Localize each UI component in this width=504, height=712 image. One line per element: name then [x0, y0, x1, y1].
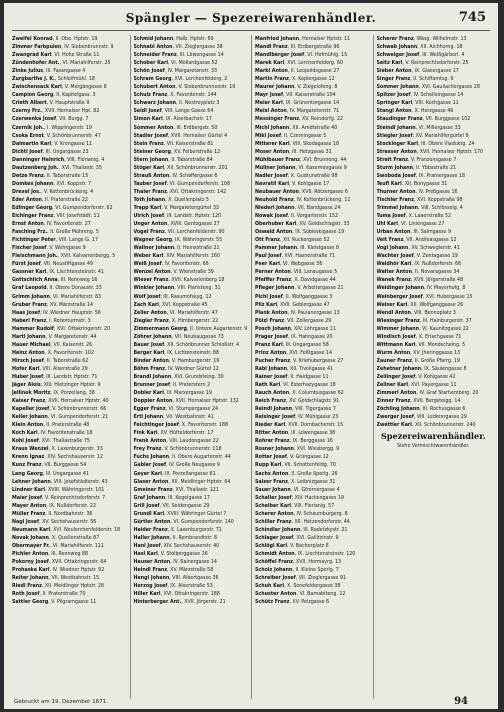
- directory-entry: Trimmel Johann, VIII. Schlösselg. 4: [376, 204, 463, 211]
- directory-entry: Rosner Johann, XVI. Wiesbergg. 9: [255, 446, 340, 453]
- directory-entry: Zündenhofer Ant., VI. Mariahilferstr. 25: [12, 60, 111, 67]
- directory-entry: Klein Anton, II. Praterstraße 48: [12, 422, 90, 429]
- directory-entry: Heinz Anton, X. Favoritenstr. 102: [12, 349, 94, 356]
- signature-number: 94: [454, 696, 468, 707]
- directory-entry: Dobler Karl, III. Marxergasse 19: [133, 390, 212, 397]
- directory-entry: Thurner Anton, IV. Preßgasse 16: [376, 188, 458, 195]
- directory-entry: Schulz Franz, X. Favoritenstr. 144: [133, 92, 217, 99]
- directory-entry: Doppler Anton, XVII. Hernalser Hptstr. 132: [133, 398, 239, 405]
- directory-entry: Koch Karl, IV. Favoritenstraße 18: [12, 430, 93, 437]
- directory-entry: Schütz Franz, XV. Pelzgasse 6: [255, 599, 330, 606]
- directory-entry: Schwarz Johann, II. Nestroyplatz 3: [133, 100, 220, 107]
- directory-entry: Tischler Franz, XVI. Koppstraße 98: [376, 196, 463, 203]
- directory-entry: Pichl Josef, II. Wolfganggasse 3: [255, 293, 333, 300]
- directory-entry: Gottschlich Anna, III. Rennweg 16: [12, 277, 98, 284]
- print-date: Gebruckt am 19. Dezember 1871.: [14, 699, 108, 705]
- directory-entry: Schram Georg, XVI. Lerchenfelderg. 2: [133, 76, 228, 83]
- directory-entry: Zwangrad Karl, VI. Hohe Straße 11: [12, 52, 100, 59]
- directory-entry: Zwerger Josef, VIII. Lederergasse 29: [376, 414, 467, 421]
- directory-entry: Hasl Karl, V. Stolberggasse 26: [133, 551, 208, 557]
- page-number: 745: [458, 10, 486, 25]
- directory-entry: Mayer Anton, IX. Nußdorferstr. 22: [12, 502, 96, 509]
- directory-entry: Gruber Franz, XV. Märzstraße 14: [12, 301, 94, 308]
- directory-entry: Schmidt Anton, IX. Liechtensteinstr. 120: [255, 551, 356, 557]
- directory-entry: Wagner Georg, IX. Währingerstr. 55: [133, 237, 223, 244]
- directory-entry: Toth Johann, X. Quellenplatz 5: [133, 196, 209, 203]
- directory-entry: Mandl Franz, III. Erdbergstraße 96: [255, 44, 340, 51]
- directory-entry: Campion Georg, II. Kapitelgass. 3: [12, 92, 96, 99]
- directory-entry: Roth Josef, II. Praterstraße 70: [12, 591, 86, 598]
- directory-entry: Zauner Franz, II. Große Pfarrg. 19: [376, 357, 460, 364]
- directory-entry: Fischer Josef, V. Wehrgasse 9: [12, 245, 86, 252]
- directory-entry: Pölzl Franz, VII. Zollergasse 29: [255, 317, 332, 324]
- directory-entry: Mandlberger Josef, VI. Hofmühlg. 15: [255, 52, 348, 59]
- directory-entry: Hirsch Josef, II. Taborstraße 62: [12, 357, 89, 364]
- directory-entry: Urban Anton, III. Salmgasse 9: [376, 229, 452, 236]
- directory-entry: Feichtinger Josef, X. Favoritenstr. 188: [133, 422, 229, 429]
- directory-entry: Pilz Karl, XVII. Geblergasse 47: [255, 301, 330, 308]
- directory-entry: Domkes Johann, XVI. Koppstr. 7: [12, 180, 92, 187]
- directory-entry: Hammer Rudolf, XVI. Ottakringerstr. 20: [12, 325, 111, 332]
- directory-page: [4, 3, 498, 709]
- directory-entry: Prohaska Karl, IV. Wiedner Hptstr. 92: [12, 567, 105, 574]
- directory-entry: Edlinger Georg, VI. Gumpendorferstr. 62: [12, 204, 113, 211]
- directory-entry: Czerwenka Josef, VII. Burgg. 7: [12, 116, 89, 123]
- directory-entry: Wendl Anton, VIII. Bennoplatz 3: [376, 309, 456, 316]
- directory-entry: Hiller Karl, XVI. Ottakringerstr. 188: [133, 591, 220, 598]
- directory-entry: Weber Karl, XIV. Mariahilferstr. 160: [133, 253, 221, 260]
- directory-entry: Haller Johann, II. Rembrandtstr. 8: [133, 534, 217, 541]
- directory-entry: Pokorny Josef, XVII. Ottakringerstr. 64: [12, 559, 107, 566]
- directory-entry: Oberhuber Karl, XV. Goldschlagstr. 33: [255, 221, 350, 228]
- directory-entry: Markl Anton, II. Leopoldsgasse 27: [255, 68, 340, 75]
- directory-entry: Nagl Josef, XV. Sechshauserstr. 56: [12, 518, 97, 525]
- directory-entry: Krenn Ignaz, XIV. Sechshauserstr. 12: [12, 454, 103, 461]
- section-heading: Spezereiwarenhändler.: [380, 431, 486, 442]
- directory-entry: Schubert Anton, V. Siebenbrunnenstr. 19: [133, 84, 236, 91]
- directory-entry: Meier Karl, IX. Grünentorgasse 14: [255, 100, 340, 107]
- directory-entry: Schindler Johann, III. Radetzkystr. 21: [255, 526, 348, 533]
- directory-entry: Pucher Franz, V. Kriehubergasse 27: [255, 357, 344, 364]
- directory-entry: Brunner Josef, II. Praterstern 2: [133, 382, 211, 389]
- directory-entry: Steiner Georg, XV. Felberstraße 12: [133, 148, 221, 155]
- directory-entry: Zimmermann Georg, II. Untere Augartenstr. 9: [133, 325, 247, 332]
- directory-entry: Obermayer Fr., VI. Mariahilferstr. 111: [12, 542, 104, 549]
- directory-entry: Walter Anton, II. Novaragasse 34: [376, 269, 460, 276]
- directory-entry: Nadler Josef, X. Gudrunstraße 98: [255, 172, 338, 179]
- directory-entry: Schweiger Josef, III. Weißgärberl. 4: [376, 52, 465, 59]
- directory-entry: Huber Josef, III. Landstr. Hptstr. 71: [12, 373, 98, 380]
- directory-entry: Winkler Johann, VIII. Piaristeng. 31: [133, 285, 221, 292]
- directory-entry: Meisl Anton, IV. Margaretenstr. 71: [255, 108, 340, 115]
- directory-entry: Fasching Frz., II. Große Mohreng. 5: [12, 229, 99, 236]
- directory-entry: Böhm Franz, IV. Wiedner Gürtel 12: [133, 365, 219, 372]
- directory-entry: Kunz Franz, VII. Burggasse 54: [12, 462, 87, 469]
- directory-entry: Weinberger Josef, XVI. Hubergasse 15: [376, 293, 473, 300]
- directory-entry: Schmid Johann, Halb. Hptstr. 69: [133, 36, 214, 42]
- directory-entry: Rohrer Franz, IX. Berggasse 16: [255, 438, 333, 445]
- directory-entry: Schneider Franz, III. Löwengasse 14: [133, 52, 224, 59]
- directory-entry: Gürtler Anton, VI. Gumpendorferstr. 140: [133, 518, 234, 525]
- directory-entry: Neumann Karl, XVI. Neulerchenfelderstr. 18: [12, 526, 121, 533]
- directory-entry: Strasser Anton, XVII. Hernalser Hptstr. 170: [376, 148, 484, 155]
- directory-entry: Fuchs Johann, II. Obere Augartenstr. 44: [133, 454, 231, 461]
- directory-entry: Jellinek Moritz, IX. Porzellang. 38: [12, 390, 95, 397]
- directory-entry: Rainer Josef, II. Haidgasse 11: [255, 373, 329, 380]
- directory-entry: Lindner Karl, XVIII. Währingerstr. 101: [12, 486, 105, 493]
- directory-entry: Kapeller Josef, V. Schönbrunnerstr. 66: [12, 406, 107, 413]
- directory-entry: Swoboda Josef, IX. Pramergasse 18: [376, 172, 466, 179]
- directory-entry: Wachter Josef, V. Zentagasse 19: [376, 253, 458, 260]
- directory-entry: Zellner Karl, XVI. Payergasse 11: [376, 382, 457, 389]
- directory-entry: Zinner Franz, XVII. Bergsteigg. 14: [376, 398, 461, 405]
- directory-entry: Wanek Franz, XVII. Jörgerstraße 48: [376, 277, 464, 284]
- directory-entry: Perner Anton, VIII. Lenaugasse 5: [255, 269, 338, 276]
- directory-entry: Wenzel Anton, V. Wienstraße 39: [133, 269, 214, 276]
- directory-entry: Niederl Johann, VII. Bandgasse 24: [255, 204, 341, 211]
- directory-entry: Crieth Albert, V. Hauptstraße 9: [12, 100, 90, 107]
- directory-entry: Scherer Anton, IV. Schaumburgerg. 8: [255, 510, 348, 517]
- directory-entry: Tauber Josef, VI. Gumpendorferstr. 108: [133, 180, 230, 187]
- directory-entry: Tuma Josef, X. Laaerstraße 52: [376, 213, 452, 220]
- column-1: [12, 35, 126, 699]
- directory-entry: Scholz Johann, II. Kleine Sperlg. 7: [255, 567, 339, 574]
- directory-entry: Hinterberger Ant., XVII. Jörgerstr. 21: [133, 599, 226, 606]
- directory-entry: Messinger Franz, XV. Reindorfg. 22: [255, 116, 343, 123]
- directory-entry: Grill Josef, VII. Seidengasse 29: [133, 502, 210, 509]
- directory-entry: Scheiber Karl, VIII. Florianig. 57: [255, 502, 335, 509]
- directory-entry: Danninger Heinrich, VIII. Florianig. 4: [12, 156, 105, 163]
- directory-entry: Thaler Franz, XVI. Ottakringerstr. 142: [133, 188, 227, 195]
- directory-entry: Lang Georg, III. Ungargasse 41: [12, 470, 89, 477]
- directory-entry: Maier Josef, V. Reinprechtsdorferstr. 7: [12, 494, 106, 501]
- directory-entry: Zeller Anton, VI. Mariahilferstr. 47: [133, 309, 218, 316]
- directory-entry: Mikl Josef, II. Czerningasse 5: [255, 132, 327, 139]
- columns: [12, 35, 490, 699]
- directory-entry: Seidl Josef, VIII. Lange Gasse 64: [133, 108, 214, 115]
- directory-entry: Reich Franz, XV. Goldschlagstr. 91: [255, 398, 340, 405]
- directory-entry: Fichtinger Peter, VIII. Lange G. 17: [12, 237, 99, 244]
- directory-entry: Strauß Anton, IV. Schäffergasse 6: [133, 172, 218, 179]
- column-4: [373, 35, 491, 699]
- directory-entry: Sturm Johann, II. Ybbsstraße 21: [376, 164, 457, 171]
- directory-entry: Singer Franz, II. Schiffamtsg. 9: [376, 76, 454, 83]
- directory-entry: Zinke Julius, III. Fasangasse 4: [12, 68, 86, 75]
- directory-entry: Egger Franz, VI. Stumpergasse 24: [133, 406, 219, 413]
- column-2: [130, 35, 248, 699]
- directory-entry: Prager Josef, IX. Hahngasse 20: [255, 333, 333, 340]
- directory-entry: Detze Franz, II. Taborstraße 15: [12, 172, 89, 179]
- directory-entry: Zweifel Konrad, II. Obe. Hptstr. 19: [12, 36, 98, 42]
- directory-entry: Schuh Karl, X. Senefeldergasse 38: [255, 583, 341, 590]
- directory-entry: Müller Franz, II. Nordbahnstr. 36: [12, 510, 93, 517]
- directory-entry: Stern Johann, II. Taborstraße 84: [133, 156, 213, 163]
- directory-entry: Sauer Johann, VI. Gfrornergasse 4: [255, 486, 340, 493]
- directory-entry: Graf Johann, III. Kegelgasse 17: [133, 494, 210, 501]
- directory-entry: Zimmerl Anton, IV. Graf Starhemberg. 20: [376, 390, 479, 397]
- directory-entry: Teufl Karl, XII. Bonygasse 31: [376, 180, 448, 187]
- column-4-list: [377, 35, 491, 429]
- directory-entry: Pfeiffer Franz, X. Davidgasse 44: [255, 277, 336, 284]
- directory-entry: Drexel Jos., V. Kettenbrückeng. 4: [12, 188, 94, 195]
- directory-entry: Windisch Josef, X. Erlachgasse 71: [376, 333, 462, 340]
- directory-entry: Frank Anton, VIII. Laudongasse 22: [133, 438, 219, 445]
- directory-entry: Graf Leopold, II. Obere Donaustr. 33: [12, 285, 102, 292]
- directory-entry: Staudinger Franz, VII. Burggasse 102: [376, 116, 471, 123]
- page-title: Spängler — Spezereiwarenhändler.: [125, 11, 377, 25]
- directory-entry: Schwab Johann, XII. Aichhorng. 18: [376, 44, 463, 51]
- directory-entry: Fink Karl, XV. Hütteldorferstr. 17: [133, 430, 214, 437]
- directory-entry: Ernst Anton, IV. Favoritenstr. 27: [12, 221, 91, 228]
- directory-entry: Zehetner Johann, IX. Säulengasse 8: [376, 365, 467, 372]
- directory-entry: Kraus Wenzel, X. Laxenburgerstr. 33: [12, 446, 103, 453]
- directory-entry: Weiß Josef, IV. Favoritenstr. 66: [133, 261, 209, 268]
- directory-entry: Unger Anton, XVIII. Gentzgasse 27: [133, 221, 220, 228]
- directory-entry: Stiegler Josef, XV. Mariahilfergürtel 9: [376, 132, 469, 139]
- directory-entry: Dalmartin Karl, V. Krongasse 11: [12, 140, 93, 147]
- directory-entry: Prinz Anton, XVI. Feßtgasse 14: [255, 349, 332, 356]
- directory-entry: Ott Franz, XII. Ruckergasse 52: [255, 237, 330, 244]
- directory-entry: Pranz Karl, III. Ungargasse 58: [255, 341, 329, 348]
- directory-entry: Hartl Johann, V. Margaretenstr. 44: [12, 333, 97, 340]
- directory-entry: Steindl Johann, VI. Millergasse 33: [376, 124, 461, 131]
- directory-entry: Posch Johann, XIV. Löhrgasse 11: [255, 325, 336, 332]
- directory-entry: Rotter Josef, V. Grüngasse 12: [255, 454, 329, 461]
- directory-entry: Hofer Karl, VIII. Alserstraße 29: [12, 365, 88, 372]
- directory-entry: Brandl Johann, XVI. Grundsteing. 30: [133, 373, 224, 380]
- directory-entry: Dichtl Josef, III. Ungargasse 23: [12, 148, 89, 155]
- directory-entry: Pfleger Johann, V. Arbeitergasse 21: [255, 285, 344, 292]
- directory-entry: Streit Franz, V. Franzensgasse 7: [376, 156, 457, 163]
- directory-entry: Grimm Johann, VI. Mariahilferstr. 83: [12, 293, 102, 300]
- directory-entry: Spitzer Josef, IV. Schelleingasse 14: [376, 92, 464, 99]
- directory-entry: Scherer Franz, Wäsg. Wilhelmstr. 13: [376, 36, 467, 42]
- directory-entry: Gabler Josef, IV. Große Neugasse 9: [133, 462, 220, 469]
- directory-entry: Zöchling Johann, III. Rochusgasse 6: [376, 406, 466, 413]
- directory-entry: Eder Anton, II. Praterstraße 22: [12, 196, 88, 203]
- directory-entry: Mitterer Karl, VIII. Skodagasse 18: [255, 140, 340, 147]
- directory-entry: Müllner Johann, VI. Kasernengasse 9: [255, 164, 347, 171]
- column-3: [251, 35, 369, 699]
- directory-entry: Czerny Frz., XVII. Hernalser Hpt. 82: [12, 108, 100, 115]
- directory-entry: Zwettler Karl, XII. Schönbrunnerstr. 240: [376, 422, 476, 429]
- directory-entry: Frey Franz, V. Schönbrunnerstr. 118: [133, 446, 222, 453]
- directory-entry: Herzog Josef, IX. Alserstraße 53: [133, 583, 213, 590]
- directory-entry: Glaser Anton, XII. Meidlinger Hptstr. 64: [133, 478, 231, 485]
- directory-entry: Ertl Johann, VII. Westbahnstr. 41: [133, 414, 214, 421]
- directory-entry: Zwischensack Karl, V. Morgängasse 8: [12, 84, 107, 91]
- directory-entry: Springer Karl, VIII. Kochgasse 11: [376, 100, 459, 107]
- directory-entry: Peer Karl, VI. Webgasse 36: [255, 261, 323, 268]
- directory-entry: Rath Karl, VI. Esterhazygasse 18: [255, 382, 336, 389]
- directory-entry: Moser Anton, III. Hetzgasse 31: [255, 148, 332, 155]
- directory-entry: Sattler Georg, V. Pilgramgasse 11: [12, 599, 97, 606]
- directory-entry: Zach Karl, XVI. Koppstraße 45: [133, 301, 208, 308]
- directory-entry: Stadler Josef, XVII. Hernalser Gürtel 4: [133, 132, 228, 139]
- directory-entry: Navratil Karl, V. Kohlgasse 17: [255, 180, 330, 187]
- directory-entry: Hauser Anton, IV. Rainergasse 14: [133, 559, 217, 566]
- directory-entry: Keller Johann, VI. Gumpendorferstr. 21: [12, 414, 109, 421]
- directory-entry: Grundl Karl, XVIII. Währinger Gürtel 7: [133, 510, 227, 517]
- directory-entry: Gassner Karl, IX. Liechtensteinstr. 41: [12, 269, 104, 276]
- directory-entry: Stöger Karl, XII. Schönbrunnerstr. 201: [133, 164, 228, 171]
- directory-entry: Reindl Johann, VIII. Tigergasse 7: [255, 406, 336, 413]
- directory-entry: Marek Karl, XVI. Lerchenfelderg. 60: [255, 60, 344, 67]
- directory-entry: Gmeiner Franz, XVI. Thaliastr. 121: [133, 486, 219, 493]
- directory-entry: Zöhrer Johann, VII. Neubaugasse 73: [133, 333, 224, 340]
- directory-entry: Czernik Joh., I. Wipplingerstr. 19: [12, 124, 92, 131]
- directory-entry: Neuhold Franz, IV. Kettenbrückeng. 11: [255, 196, 351, 203]
- directory-entry: Fürst Josef, VII. Neustiftgasse 49: [12, 261, 93, 268]
- directory-entry: Wolf Josef, III. Rasumofskyg. 12: [133, 293, 212, 300]
- directory-entry: Zeilinger Josef, V. Kohlgasse 42: [376, 373, 456, 380]
- directory-entry: Maurer Johann, V. Ziegelofeng. 8: [255, 84, 338, 91]
- directory-entry: Hengl Johann, VIII. Albertgasse 36: [133, 575, 219, 582]
- directory-entry: Jäger Alois, XIII. Hietzinger Hptstr. 9: [12, 382, 101, 389]
- directory-entry: Kohl Josef, XVI. Thaliastraße 75: [12, 438, 90, 445]
- directory-entry: Haas Josef, IV. Wiedner Hauptstr. 56: [12, 309, 101, 316]
- directory-entry: Ulrich Josef, III. Landstr. Hptstr. 120: [133, 213, 222, 220]
- directory-entry: Michl Johann, XII. Arndtstraße 40: [255, 124, 338, 131]
- directory-entry: Manfried Johann, Hernalser Hptstr. 11: [255, 36, 351, 42]
- page-header: [4, 3, 498, 29]
- directory-entry: Schön Josef, IV. Margaretenstr. 33: [133, 68, 218, 75]
- directory-entry: Lehner Johann, VIII. Josefstädterstr. 43: [12, 478, 108, 485]
- directory-entry: Bauer Josef, XII. Schönbrunner Schloßstr. 4: [133, 341, 240, 348]
- header-rule: [12, 30, 490, 31]
- directory-entry: Rupp Karl, VII. Schottenfeldg. 70: [255, 462, 336, 469]
- directory-entry: Veit Franz, VII. Andreasgasse 12: [376, 237, 457, 244]
- directory-entry: Martin Franz, X. Keplergasse 12: [255, 76, 335, 83]
- directory-entry: Salzer Franz, X. Leibnizgasse 31: [255, 478, 336, 485]
- directory-entry: Haberl Franz, I. Rotenturmstr. 3: [12, 317, 91, 324]
- directory-entry: Zimmer Farbpulen, IV. Siebenbrunnstr. 9: [12, 44, 114, 51]
- directory-entry: Stangl Anton, X. Herzgasse 46: [376, 108, 454, 115]
- directory-entry: Pichler Anton, III. Rennweg 88: [12, 551, 88, 557]
- directory-entry: Mayr Josef, VII. Kaiserstraße 104: [255, 92, 336, 99]
- directory-entry: Kaiser Franz, XVII. Hernalser Hptstr. 40: [12, 398, 109, 405]
- directory-entry: Sommer Johann, XVI. Gaullachergasse 28: [376, 84, 480, 91]
- directory-entry: Hanl Josef, XIV. Sechshauserstr. 40: [133, 542, 220, 549]
- directory-entry: Rauch Anton, X. Columbusgasse 62: [255, 390, 344, 397]
- directory-entry: Seitz Karl, V. Reinprechtsdorferstr. 25: [376, 60, 469, 67]
- directory-entry: Schlager Josef, XVI. Gallitzinstr. 9: [255, 534, 339, 541]
- directory-entry: Nowak Josef, II. Vorgartenstr. 152: [255, 213, 339, 220]
- directory-entry: Sommer Anton, III. Erdbergstr. 50: [133, 124, 218, 131]
- directory-entry: Oswald Anton, IX. Sobieskigasse 19: [255, 229, 345, 236]
- directory-entry: Eichinger Franz, VIII. Josefstädt. 11: [12, 213, 100, 220]
- directory-entry: Fleischmann Joh., XVII. Kalvarienbergg. 5: [12, 253, 116, 260]
- directory-entry: Uhl Karl, VI. Liniengasse 27: [376, 221, 445, 228]
- directory-entry: Wimmer Johann, VI. Kaunitzgasse 22: [376, 325, 469, 332]
- directory-entry: Vogl Johann, XV. Schweglerstr. 41: [376, 245, 460, 252]
- section-subheading: Siehe Vermischtwarenhändler.: [397, 443, 470, 450]
- directory-entry: Sieber Anton, IX. Glasergasse 17: [376, 68, 459, 75]
- directory-entry: Novak Johann, X. Quellenstraße 87: [12, 534, 100, 541]
- directory-entry: Weidinger Johann, IV. Mayerhofg. 8: [376, 285, 466, 292]
- directory-entry: Reisinger Josef, IV. Mühlgasse 23: [255, 414, 339, 421]
- directory-entry: Dautzenberg Joh., XVI. Thaliastr. 35: [12, 164, 102, 171]
- directory-entry: Schnabl Anton, VII. Zieglergasse 38: [133, 44, 223, 51]
- directory-entry: Berger Karl, IX. Lichtensteinstr. 88: [133, 349, 219, 356]
- directory-entry: Wurm Anton, XV. Jheringgasse 13: [376, 349, 461, 356]
- directory-entry: Heindl Franz, XV. Märzstraße 58: [133, 567, 214, 574]
- directory-entry: Reiter Johann, VII. Westbahnstr. 15: [12, 575, 100, 582]
- directory-entry: Schiller Franz, XII. Hetzendorferstr. 44: [255, 518, 350, 525]
- directory-entry: Vogel Franz, VII. Lerchenfelderstr. 90: [133, 229, 225, 236]
- directory-entry: Geyer Karl, IX. Porzellangasse 61: [133, 470, 216, 477]
- directory-entry: Weiser Karl, XII. Wolfganggasse 26: [376, 301, 464, 308]
- directory-entry: Trapp Karl, V. Margaretengürtel 33: [133, 204, 219, 211]
- directory-entry: Schaller Josef, XIV. Hackengasse 19: [255, 494, 344, 501]
- directory-entry: Schöffel Franz, XVII. Hormayrg. 13: [255, 559, 342, 566]
- directory-entry: Pammer Johann, III. Kleistgasse 8: [255, 245, 339, 252]
- directory-entry: Paul Josef, XVI. Hasnerstraße 71: [255, 253, 336, 260]
- directory-entry: Binder Anton, V. Hamburgerstr. 16: [133, 357, 220, 364]
- directory-entry: Wittmann Karl, VII. Mondscheing. 5: [376, 341, 466, 348]
- directory-entry: Simon Karl, IX. Alserbachstr. 17: [133, 116, 212, 123]
- directory-entry: Wieser Franz, XVII. Kalvarienberg 18: [133, 277, 225, 284]
- directory-entry: Schlögl Karl, V. Bacherplatz 6: [255, 542, 329, 549]
- directory-entry: Riedl Franz, XII. Meidlinger Hptstr. 28: [12, 583, 104, 590]
- directory-entry: Neubauer Anton, XVII. Rötzergasse 6: [255, 188, 348, 195]
- directory-entry: Mühlbauer Franz, XVI. Brunneng. 44: [255, 156, 347, 163]
- directory-entry: Wallner Johann, II. Heinestraße 21: [133, 245, 220, 252]
- directory-entry: Stein Franz, VII. Kaiserstraße 81: [133, 140, 214, 147]
- directory-entry: Plank Anton, IV. Paulanergasse 13: [255, 309, 340, 316]
- directory-entry: Schuster Anton, VI. Barnabiteng. 12: [255, 591, 346, 598]
- directory-entry: Hauer Michael, VII. Kaiserstr. 26: [12, 341, 93, 348]
- directory-entry: Csoka Ernst, V. Schönbrunnerstr. 47: [12, 132, 101, 139]
- directory-entry: Wiesinger Franz, III. Hainburgerstr. 37: [376, 317, 472, 324]
- directory-entry: Sachs Anton, II. Große Sperlg. 26: [255, 470, 338, 477]
- directory-entry: Schreiber Josef, VII. Zieglergasse 91: [255, 575, 346, 582]
- directory-entry: Schober Karl, VI. Mollardgasse 52: [133, 60, 218, 67]
- directory-entry: Haider Franz, X. Laxenburgerstr. 71: [133, 526, 222, 533]
- directory-entry: Waldhör Karl, IX. Nußdorferstr. 66: [376, 261, 462, 268]
- directory-entry: Rabl Johann, XII. Tivoligasse 41: [255, 365, 334, 372]
- directory-entry: Ziegler Franz, X. Himbergerstr. 22: [133, 317, 219, 324]
- directory-entry: Zurgbarthe J. K., Schleifmühl. 18: [12, 76, 95, 83]
- directory-entry: Ritter Anton, III. Löwengasse 38: [255, 430, 336, 437]
- directory-entry: Rieder Karl, XVII. Dornbacherstr. 15: [255, 422, 344, 429]
- directory-entry: Stockinger Karl, III. Obere Viaduktg. 24: [376, 140, 475, 147]
